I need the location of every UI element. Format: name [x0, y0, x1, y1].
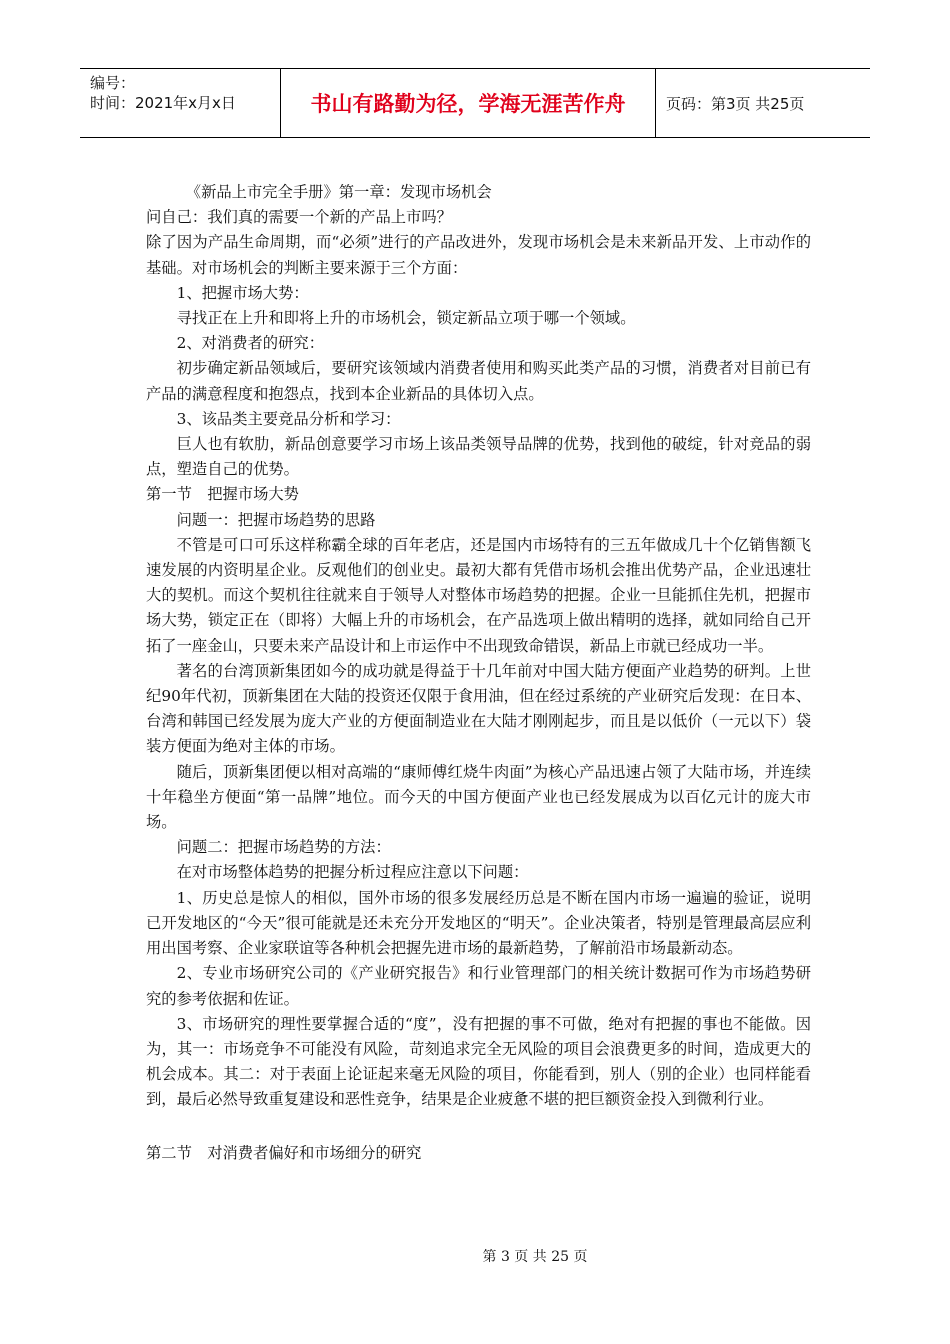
header-page-info: 页码：第3页 共25页	[666, 94, 805, 113]
paragraph: 1、历史总是惊人的相似，国外市场的很多发展经历总是不断在国内市场一遍遍的验证，说明已开发地区的“今天”很可能就是还未充分开发地区的“明天”。企业决策者，特别是管理最高层应利用出国考察、企业家联谊等各种机会把握先进市场的最新趋势，了解前沿市场最新动态。	[146, 888, 811, 958]
paragraph: 初步确定新品领域后，要研究该领域内消费者使用和购买此类产品的习惯，消费者对目前已有产品的满意程度和抱怨点，找到本企业新品的具体切入点。	[146, 359, 811, 403]
paragraph: 2、对消费者的研究：	[176, 334, 324, 353]
date-label: 时间：2021年x月x日	[90, 94, 236, 112]
paragraph: 除了因为产品生命周期，而“必须”进行的产品改进外，发现市场机会是未来新品开发、上市动作的基础。对市场机会的判断主要来源于三个方面：	[146, 233, 811, 277]
paragraph: 著名的台湾顶新集团如今的成功就是得益于十几年前对中国大陆方便面产业趋势的研判。上世纪90年代初，顶新集团在大陆的投资还仅限于食用油，但在经过系统的产业研究后发现：在日本、台湾和韩国已经发展为庞大产业的方便面制造业在大陆才刚刚起步，而且是以低价（一元以下）袋装方便面为绝对主体的市场。	[146, 661, 811, 756]
paragraph: 巨人也有软肋，新品创意要学习市场上该品类领导品牌的优势，找到他的破绽，针对竞品的弱点，塑造自己的优势。	[146, 435, 811, 479]
section-heading: 第一节 把握市场大势	[146, 485, 299, 504]
page-footer: 第 3 页 共 25 页	[482, 1249, 588, 1265]
paragraph: 不管是可口可乐这样称霸全球的百年老店，还是国内市场特有的三五年做成几十个亿销售额飞速发展的内资明星企业。反观他们的创业史。最初大都有凭借市场机会推出优势产品，企业迅速壮大的契机。而这个契机往往就来自于领导人对整体市场趋势的把握。企业一旦能抓住先机，把握市场大势，锁定正在（即将）大幅上升的市场机会，在产品选项上做出精明的选择，就如同给自己开拓了一座金山，只要未来产品设计和上市运作中不出现致命错误，新品上市就已经成功一半。	[146, 535, 811, 655]
paragraph: 1、把握市场大势：	[176, 283, 309, 302]
paragraph: 2、专业市场研究公司的《产业研究报告》和行业管理部门的相关统计数据可作为市场趋势研究的参考依据和佐证。	[146, 964, 811, 1008]
spacer	[146, 1113, 811, 1141]
paragraph: 随后，顶新集团便以相对高端的“康师傅红烧牛肉面”为核心产品迅速占领了大陆市场，并连续十年稳坐方便面“第一品牌”地位。而今天的中国方便面产业也已经发展成为以百亿元计的庞大市场。	[146, 762, 811, 832]
paragraph: 问自己：我们真的需要一个新的产品上市吗？	[146, 208, 452, 227]
header-meta	[80, 69, 281, 137]
header-motto: 书山有路勤为径，学海无涯苦作舟	[281, 69, 656, 137]
section-heading: 第二节 对消费者偏好和市场细分的研究	[146, 1143, 422, 1162]
paragraph: 问题一：把握市场趋势的思路	[176, 510, 376, 529]
document-body	[146, 180, 811, 1166]
paragraph: 在对市场整体趋势的把握分析过程应注意以下问题：	[176, 863, 529, 882]
paragraph: 寻找正在上升和即将上升的市场机会，锁定新品立项于哪一个领域。	[176, 309, 636, 328]
chapter-title: 《新品上市完全手册》第一章：发现市场机会	[185, 183, 492, 201]
section-2	[146, 1141, 811, 1166]
page-header	[80, 68, 870, 138]
paragraph: 3、市场研究的理性要掌握合适的“度”，没有把握的事不可做，绝对有把握的事也不能做。因为，其一：市场竞争不可能没有风险，苛刻追求完全无风险的项目会浪费更多的时间，造成更大的机会成本。其二：对于表面上论证起来毫无风险的项目，你能看到，别人（别的企业）也同样能看到，最后必然导致重复建设和恶性竞争，结果是企业疲惫不堪的把巨额资金投入到微利行业。	[146, 1014, 811, 1109]
paragraph: 问题二：把握市场趋势的方法：	[176, 838, 391, 857]
paragraph: 3、该品类主要竞品分析和学习：	[176, 409, 401, 428]
number-label: 编号：	[90, 74, 136, 92]
